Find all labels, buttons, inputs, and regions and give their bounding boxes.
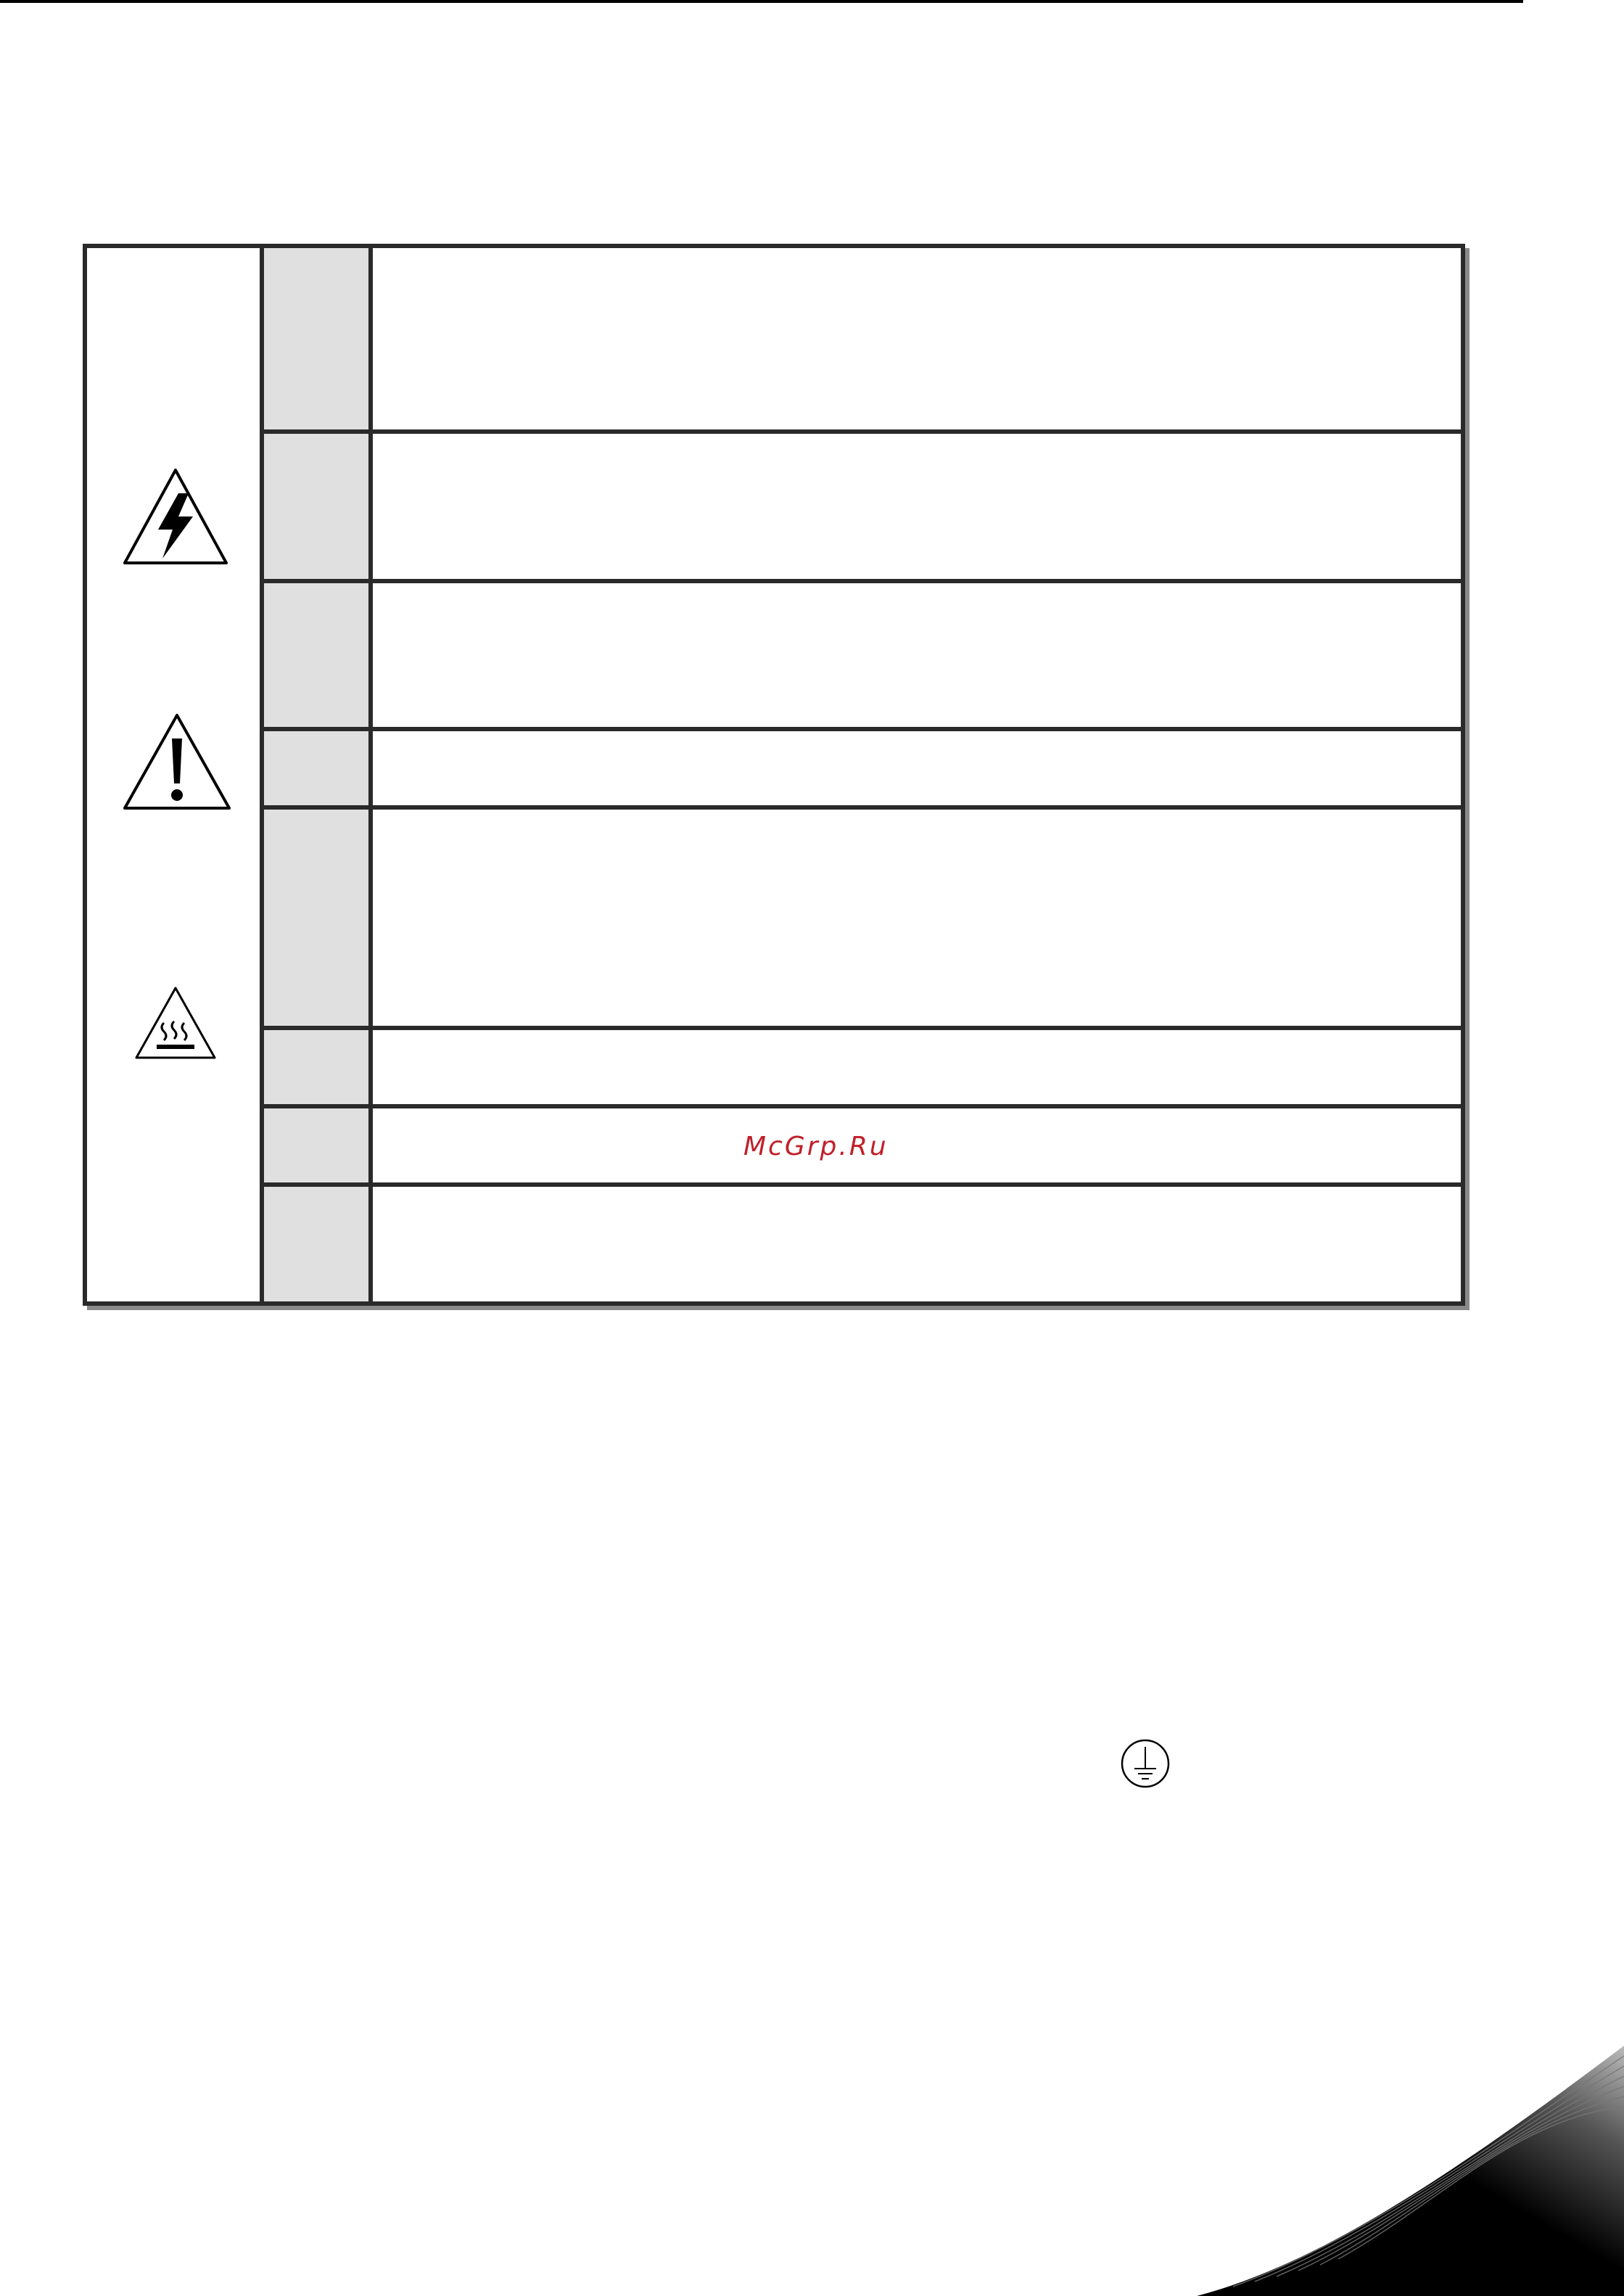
row-number-cell bbox=[264, 248, 373, 429]
row-text-cell bbox=[373, 583, 1461, 727]
row-number-cell bbox=[264, 1187, 373, 1301]
row-number-cell bbox=[264, 583, 373, 727]
table-row bbox=[264, 1187, 1461, 1301]
row-text-cell bbox=[373, 1187, 1461, 1301]
row-number-cell bbox=[264, 1030, 373, 1104]
row-text-cell bbox=[373, 434, 1461, 579]
table-row bbox=[264, 583, 1461, 727]
protective-earth-ground-icon bbox=[1120, 1738, 1171, 1789]
hot-surface-warning-icon bbox=[133, 985, 218, 1061]
table-row bbox=[264, 731, 1461, 805]
row-text-cell bbox=[373, 1108, 1461, 1182]
row-number-cell bbox=[264, 731, 373, 805]
row-text-cell bbox=[373, 810, 1461, 1026]
page-header-rule bbox=[0, 0, 1523, 3]
row-text-cell bbox=[373, 1030, 1461, 1104]
table-row bbox=[264, 434, 1461, 579]
table-row bbox=[264, 248, 1461, 429]
row-number-cell bbox=[264, 434, 373, 579]
row-text-cell bbox=[373, 731, 1461, 805]
row-number-cell bbox=[264, 810, 373, 1026]
table-row bbox=[264, 810, 1461, 1026]
high-voltage-warning-icon bbox=[122, 466, 229, 567]
row-text-cell bbox=[373, 248, 1461, 429]
table-row bbox=[264, 1030, 1461, 1104]
watermark-text: McGrp.Ru bbox=[743, 1132, 889, 1161]
row-number-cell bbox=[264, 1108, 373, 1182]
decorative-corner-swoosh bbox=[1190, 2031, 1624, 2296]
general-warning-exclamation-icon bbox=[122, 712, 232, 811]
warning-icons-column bbox=[87, 248, 264, 1301]
